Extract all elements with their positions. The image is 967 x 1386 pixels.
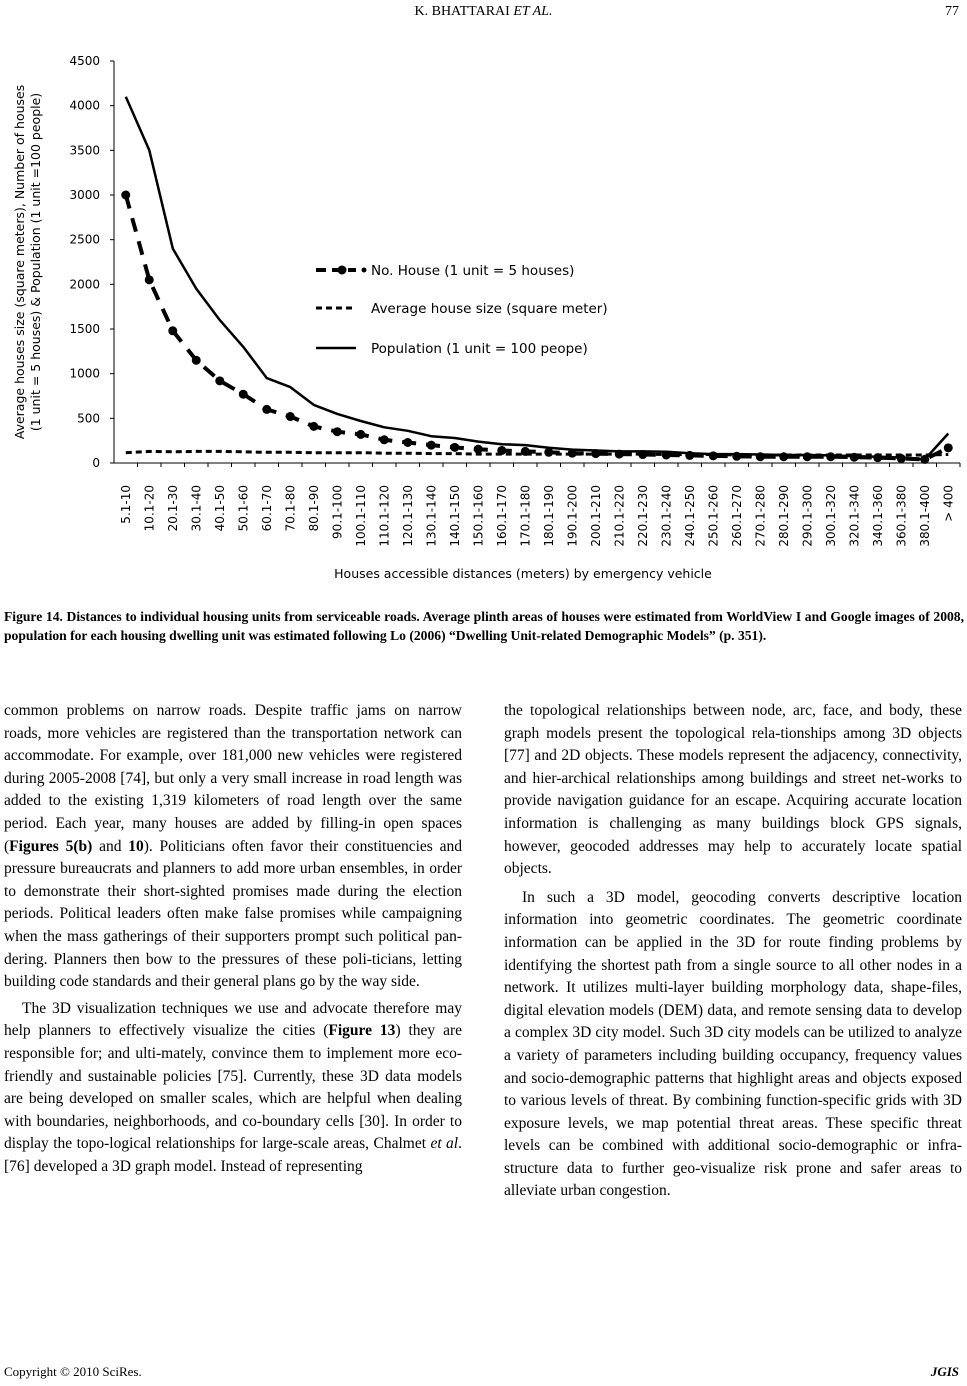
- data-point: [333, 427, 342, 436]
- text-run: common problems on narrow roads. Despite traffic jams on narrow roads, more vehicles are registered than the transportation network can accommodate. For example, over 181,000 new vehicles were registered during 2005-2008 [74], but only a very small increase in road length was added to the existing 1,319 kilometers of road length over the same period. Each year, many houses are added by filling-in open spaces (: [4, 702, 462, 855]
- figure-caption: Figure 14. Distances to individual housing units from serviceable roads. Average plinth areas of houses were estimated from WorldView I and Google images of 2008, population for each housing dwelling unit was estimated following Lo (2006) “Dwelling Unit-related Demographic Models” (p. 351).: [4, 609, 964, 643]
- plot-area: [114, 61, 960, 463]
- data-point: [168, 326, 177, 335]
- x-tick-label: 20.1-30: [165, 485, 180, 532]
- x-tick-label: 190.1-200: [565, 485, 580, 547]
- data-point: [286, 412, 295, 421]
- x-tick-label: 110.1-120: [377, 485, 392, 547]
- data-point: [474, 445, 483, 454]
- figure-14: [4, 40, 964, 592]
- data-point: [239, 390, 248, 399]
- x-tick-label: 260.1-270: [729, 485, 744, 547]
- x-tick-label: 280.1-290: [776, 485, 791, 547]
- y-tick-label: 4000: [69, 98, 100, 113]
- text-run: ) they are responsible for; and ulti-mately, convince them to implement more eco-friendly and sustainable policies [75]. Currently, these 3D data models are being developed on smaller scales, which are helpful when dealing with boundaries, neighborhoods, and co-boundary cells [30]. In order to display the topo-logical relationships for large-scale areas, Chalmet: [4, 1022, 462, 1153]
- journal-name: JGIS: [930, 1364, 959, 1379]
- y-tick-label: 3500: [69, 143, 100, 158]
- x-tick-label: 40.1-50: [212, 485, 227, 532]
- paragraph: the topological relationships between node, arc, face, and body, these graph models present the topological rela-tionships among 3D objects [77] and 2D objects. These models represent the adjacency, connectivity, and hier-archical relationships among buildings and street net-works to provide navigation guidance for an escape. Acquiring accurate location information is challenging as many buildings block GPS signals, however, geocoded addresses may help to accurately locate spatial objects.: [504, 702, 962, 878]
- left-column: [4, 700, 462, 1178]
- x-tick-label: 140.1-150: [447, 485, 462, 547]
- running-header: [0, 4, 967, 24]
- data-point: [145, 275, 154, 284]
- legend-label: No. House (1 unit = 5 houses): [371, 263, 575, 279]
- x-tick-label: 300.1-320: [823, 485, 838, 547]
- x-tick-label: 5.1-10: [118, 485, 133, 524]
- x-axis-label: Houses accessible distances (meters) by emergency vehicle: [334, 566, 712, 581]
- x-tick-label: 290.1-300: [800, 485, 815, 547]
- line-chart: [4, 40, 964, 592]
- paragraph: In such a 3D model, geocoding converts descriptive location information into geometric coordinates. The geometric coordinate information can be applied in the 3D for route finding problems by identifying the shortest path from a single source to all other nodes in a network. It utilizes multi-layer building morphology data, shape-files, digital elevation models (DEM) data, and remote sensing data to develop a complex 3D city model. Such 3D city models can be utilized to analyze a variety of parameters including building occupancy, frequency values and socio-demographic patterns that highlight areas and objects exposed to various levels of threat. By combining function-specific grids with 3D exposure levels, we map potential threat areas. These specific threat levels can be combined with additional socio-demographic or infra-structure data to further geo-visualize risk prone and safer areas to alleviate urban congestion.: [504, 888, 962, 1200]
- data-point: [380, 435, 389, 444]
- running-title-etal: ET AL.: [513, 4, 553, 19]
- y-tick-label: 3000: [69, 188, 100, 202]
- x-tick-label: 340.1-360: [870, 485, 885, 547]
- x-tick-label: 150.1-160: [471, 485, 486, 547]
- x-tick-label: 210.1-220: [612, 485, 627, 547]
- x-tick-label: 180.1-190: [541, 485, 556, 547]
- data-point: [356, 430, 365, 439]
- x-tick-label: 90.1-100: [330, 485, 345, 539]
- figure-ref[interactable]: Figure 13: [328, 1022, 396, 1040]
- x-tick-label: 380.1-400: [917, 485, 932, 547]
- x-tick-label: 50.1-60: [236, 485, 251, 532]
- legend-marker: [362, 268, 367, 273]
- paragraph: [4, 700, 462, 994]
- running-title-authors: K. BHATTARAI: [414, 4, 510, 19]
- y-tick-label: 1000: [69, 366, 100, 381]
- x-tick-label: > 400: [941, 485, 956, 522]
- y-tick-label: 0: [92, 456, 100, 470]
- page-number: 77: [945, 4, 959, 19]
- data-point: [262, 405, 271, 414]
- data-point: [427, 441, 436, 450]
- x-tick-label: 230.1-240: [659, 485, 674, 547]
- data-point: [309, 422, 318, 431]
- data-point: [450, 443, 459, 452]
- legend-marker: [338, 266, 347, 275]
- legend-label: Population (1 unit = 100 peope): [371, 341, 588, 357]
- running-title: [0, 4, 967, 20]
- x-tick-label: 80.1-90: [306, 485, 321, 532]
- x-tick-label: 160.1-170: [494, 485, 509, 547]
- text-run: . [76] developed a 3D graph model. Instead of representing: [4, 1135, 462, 1175]
- x-tick-label: 220.1-230: [635, 485, 650, 547]
- x-tick-label: 60.1-70: [259, 485, 274, 532]
- y-tick-label: 4500: [69, 54, 100, 68]
- copyright-text: Copyright © 2010 SciRes.: [4, 1364, 142, 1379]
- y-axis-label: (1 unit = 5 houses) & Population (1 unit =100 people): [28, 92, 43, 432]
- figure-ref[interactable]: 10: [128, 837, 144, 855]
- y-axis-label: Average houses size (square meters), Number of houses: [12, 84, 27, 440]
- x-tick-label: 10.1-20: [142, 485, 157, 532]
- y-tick-label: 500: [77, 411, 100, 426]
- data-point: [403, 438, 412, 447]
- data-point: [121, 191, 130, 200]
- text-run: The 3D visualization techniques we use and advocate therefore may help planners to effectively visualize the cities (: [4, 999, 462, 1040]
- x-tick-label: 360.1-380: [894, 485, 909, 547]
- y-tick-label: 1500: [69, 322, 100, 336]
- x-tick-label: 240.1-250: [682, 485, 697, 547]
- x-tick-label: 120.1-130: [400, 485, 415, 547]
- data-point: [215, 376, 224, 385]
- paragraph: [4, 998, 462, 1179]
- x-tick-label: 130.1-140: [424, 485, 439, 547]
- y-tick-label: 2500: [69, 232, 100, 247]
- data-point: [944, 443, 953, 452]
- y-tick-label: 2000: [69, 277, 100, 292]
- x-tick-label: 30.1-40: [189, 485, 204, 532]
- legend-label: Average house size (square meter): [371, 301, 608, 317]
- x-tick-label: 170.1-180: [518, 485, 533, 547]
- x-tick-label: 250.1-260: [706, 485, 721, 547]
- x-tick-label: 270.1-280: [753, 485, 768, 547]
- data-point: [192, 356, 201, 365]
- right-column: [504, 700, 962, 1203]
- text-run: ). Politicians often favor their constituencies and pressure bureaucrats and planners to add more urban ensembles, in order to demonstrate their short-sighted promises made during the election periods. Political leaders often make false promises while campaigning when the mass gatherings of their supporters prompt such political pan-dering. Planners then bow to the pressures of these poli-ticians, letting building code standards and their general plans go by the way side.: [4, 837, 462, 991]
- figure-ref[interactable]: Figures 5(b): [9, 837, 93, 855]
- text-run: and: [92, 837, 129, 855]
- x-tick-label: 70.1-80: [283, 485, 298, 532]
- x-tick-label: 200.1-210: [588, 485, 603, 547]
- etal-text: et al: [430, 1135, 459, 1153]
- x-tick-label: 320.1-340: [847, 485, 862, 547]
- x-tick-label: 100.1-110: [353, 485, 368, 547]
